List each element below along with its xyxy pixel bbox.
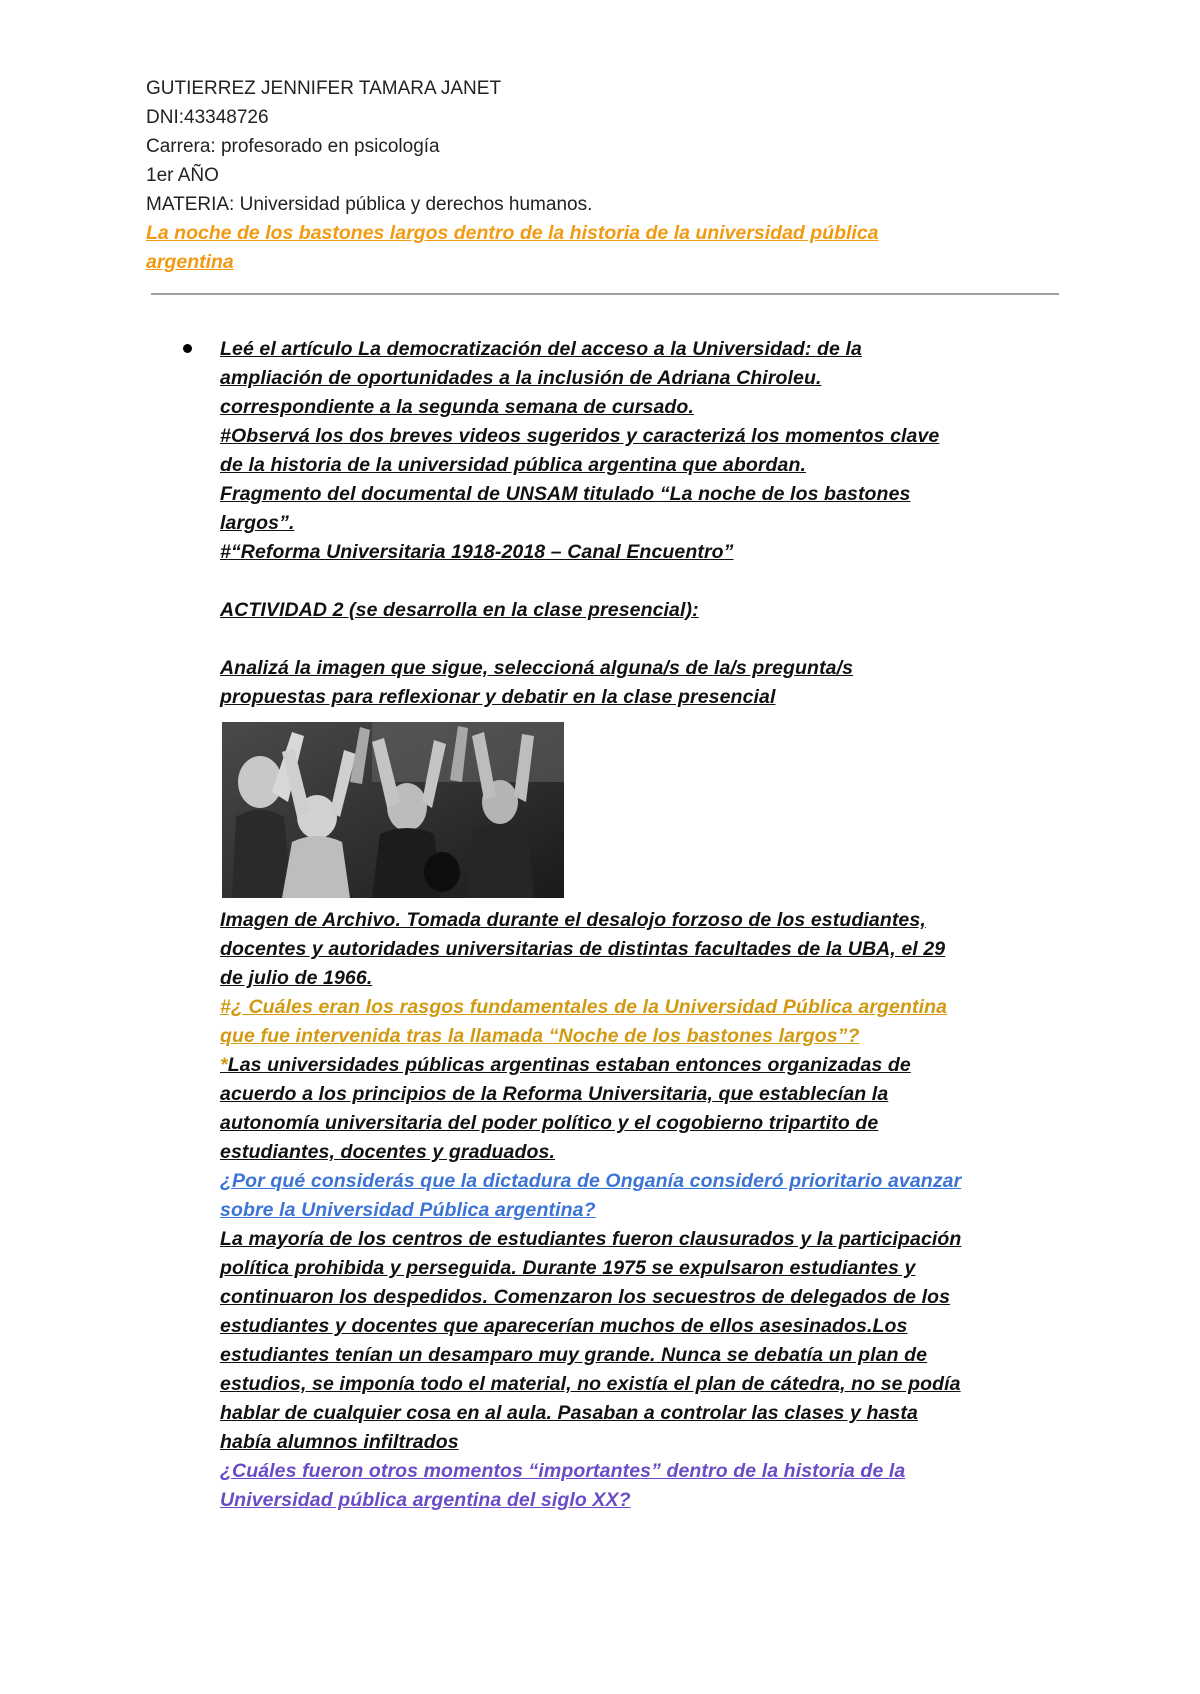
instruction-line: correspondiente a la segunda semana de cursado. (220, 396, 694, 418)
career: Carrera: profesorado en psicología (146, 136, 440, 157)
photo-caption-line: de julio de 1966. (220, 967, 373, 989)
year: 1er AÑO (146, 165, 219, 186)
horizontal-divider (151, 293, 1059, 295)
photo-caption-line: docentes y autoridades universitarias de distintas facultades de la UBA, el 29 (220, 938, 946, 960)
student-name: GUTIERREZ JENNIFER TAMARA JANET (146, 78, 502, 99)
answer-2-line: había alumnos infiltrados (220, 1431, 459, 1453)
question-1-line: #¿ Cuáles eran los rasgos fundamentales de la Universidad Pública argentina (220, 996, 948, 1018)
answer-1-mark: * (220, 1054, 228, 1076)
answer-1-line: autonomía universitaria del poder político y el cogobierno tripartito de (220, 1112, 879, 1134)
answer-2-line: estudios, se imponía todo el material, no existía el plan de cátedra, no se podía (220, 1373, 961, 1395)
bullet-icon (183, 344, 192, 353)
answer-2-line: estudiantes tenían un desamparo muy grande. Nunca se debatía un plan de (220, 1344, 928, 1366)
answer-1-line: acuerdo a los principios de la Reforma Universitaria, que establecían la (220, 1083, 889, 1105)
instruction-line: Leé el artículo La democratización del acceso a la Universidad: de la (220, 338, 862, 360)
header-block (146, 74, 1086, 277)
assignment-body (220, 335, 1100, 1515)
question-3-line: ¿Cuáles fueron otros momentos “importantes” dentro de la historia de la (220, 1460, 906, 1482)
question-3-line: Universidad pública argentina del siglo XX? (220, 1489, 631, 1511)
instruction-line: ampliación de oportunidades a la inclusión de Adriana Chiroleu. (220, 367, 822, 389)
document-title-line2: argentina (146, 251, 234, 273)
answer-2-line: La mayoría de los centros de estudiantes fueron clausurados y la participación (220, 1228, 962, 1250)
question-2-line: ¿Por qué considerás que la dictadura de Onganía consideró prioritario avanzar (220, 1170, 962, 1192)
answer-1-text: Las universidades públicas argentinas estaban entonces organizadas de (227, 1054, 911, 1076)
instruction-line: #Observá los dos breves videos sugeridos y caracterizá los momentos clave (220, 425, 940, 447)
photo-caption-line: Imagen de Archivo. Tomada durante el desalojo forzoso de los estudiantes, (220, 909, 926, 931)
answer-2-line: política prohibida y perseguida. Durante 1975 se expulsaron estudiantes y (220, 1257, 916, 1279)
activity-prompt-line: Analizá la imagen que sigue, seleccioná alguna/s de la/s pregunta/s (220, 657, 854, 679)
instruction-line: de la historia de la universidad pública argentina que abordan. (220, 454, 807, 476)
document-title-line1: La noche de los bastones largos dentro de la historia de la universidad pública (146, 222, 879, 244)
instruction-line: Fragmento del documental de UNSAM titulado “La noche de los bastones (220, 483, 911, 505)
answer-2-line: estudiantes y docentes que aparecerían muchos de ellos asesinados.Los (220, 1315, 908, 1337)
answer-1-line: estudiantes, docentes y graduados. (220, 1141, 555, 1163)
question-2-line: sobre la Universidad Pública argentina? (220, 1199, 596, 1221)
archive-photo (222, 722, 564, 898)
student-dni: DNI:43348726 (146, 107, 269, 128)
question-1-line: que fue intervenida tras la llamada “Noche de los bastones largos”? (220, 1025, 860, 1047)
answer-2-line: continuaron los despedidos. Comenzaron los secuestros de delegados de los (220, 1286, 951, 1308)
instruction-line: #“Reforma Universitaria 1918-2018 – Canal Encuentro” (220, 541, 734, 563)
answer-2-line: hablar de cualquier cosa en al aula. Pasaban a controlar las clases y hasta (220, 1402, 918, 1424)
activity-title: ACTIVIDAD 2 (se desarrolla en la clase presencial): (220, 599, 699, 621)
activity-prompt-line: propuestas para reflexionar y debatir en la clase presencial (220, 686, 776, 708)
instruction-line: largos”. (220, 512, 295, 534)
subject: MATERIA: Universidad pública y derechos humanos. (146, 194, 593, 215)
answer-1-line (220, 1051, 1100, 1080)
